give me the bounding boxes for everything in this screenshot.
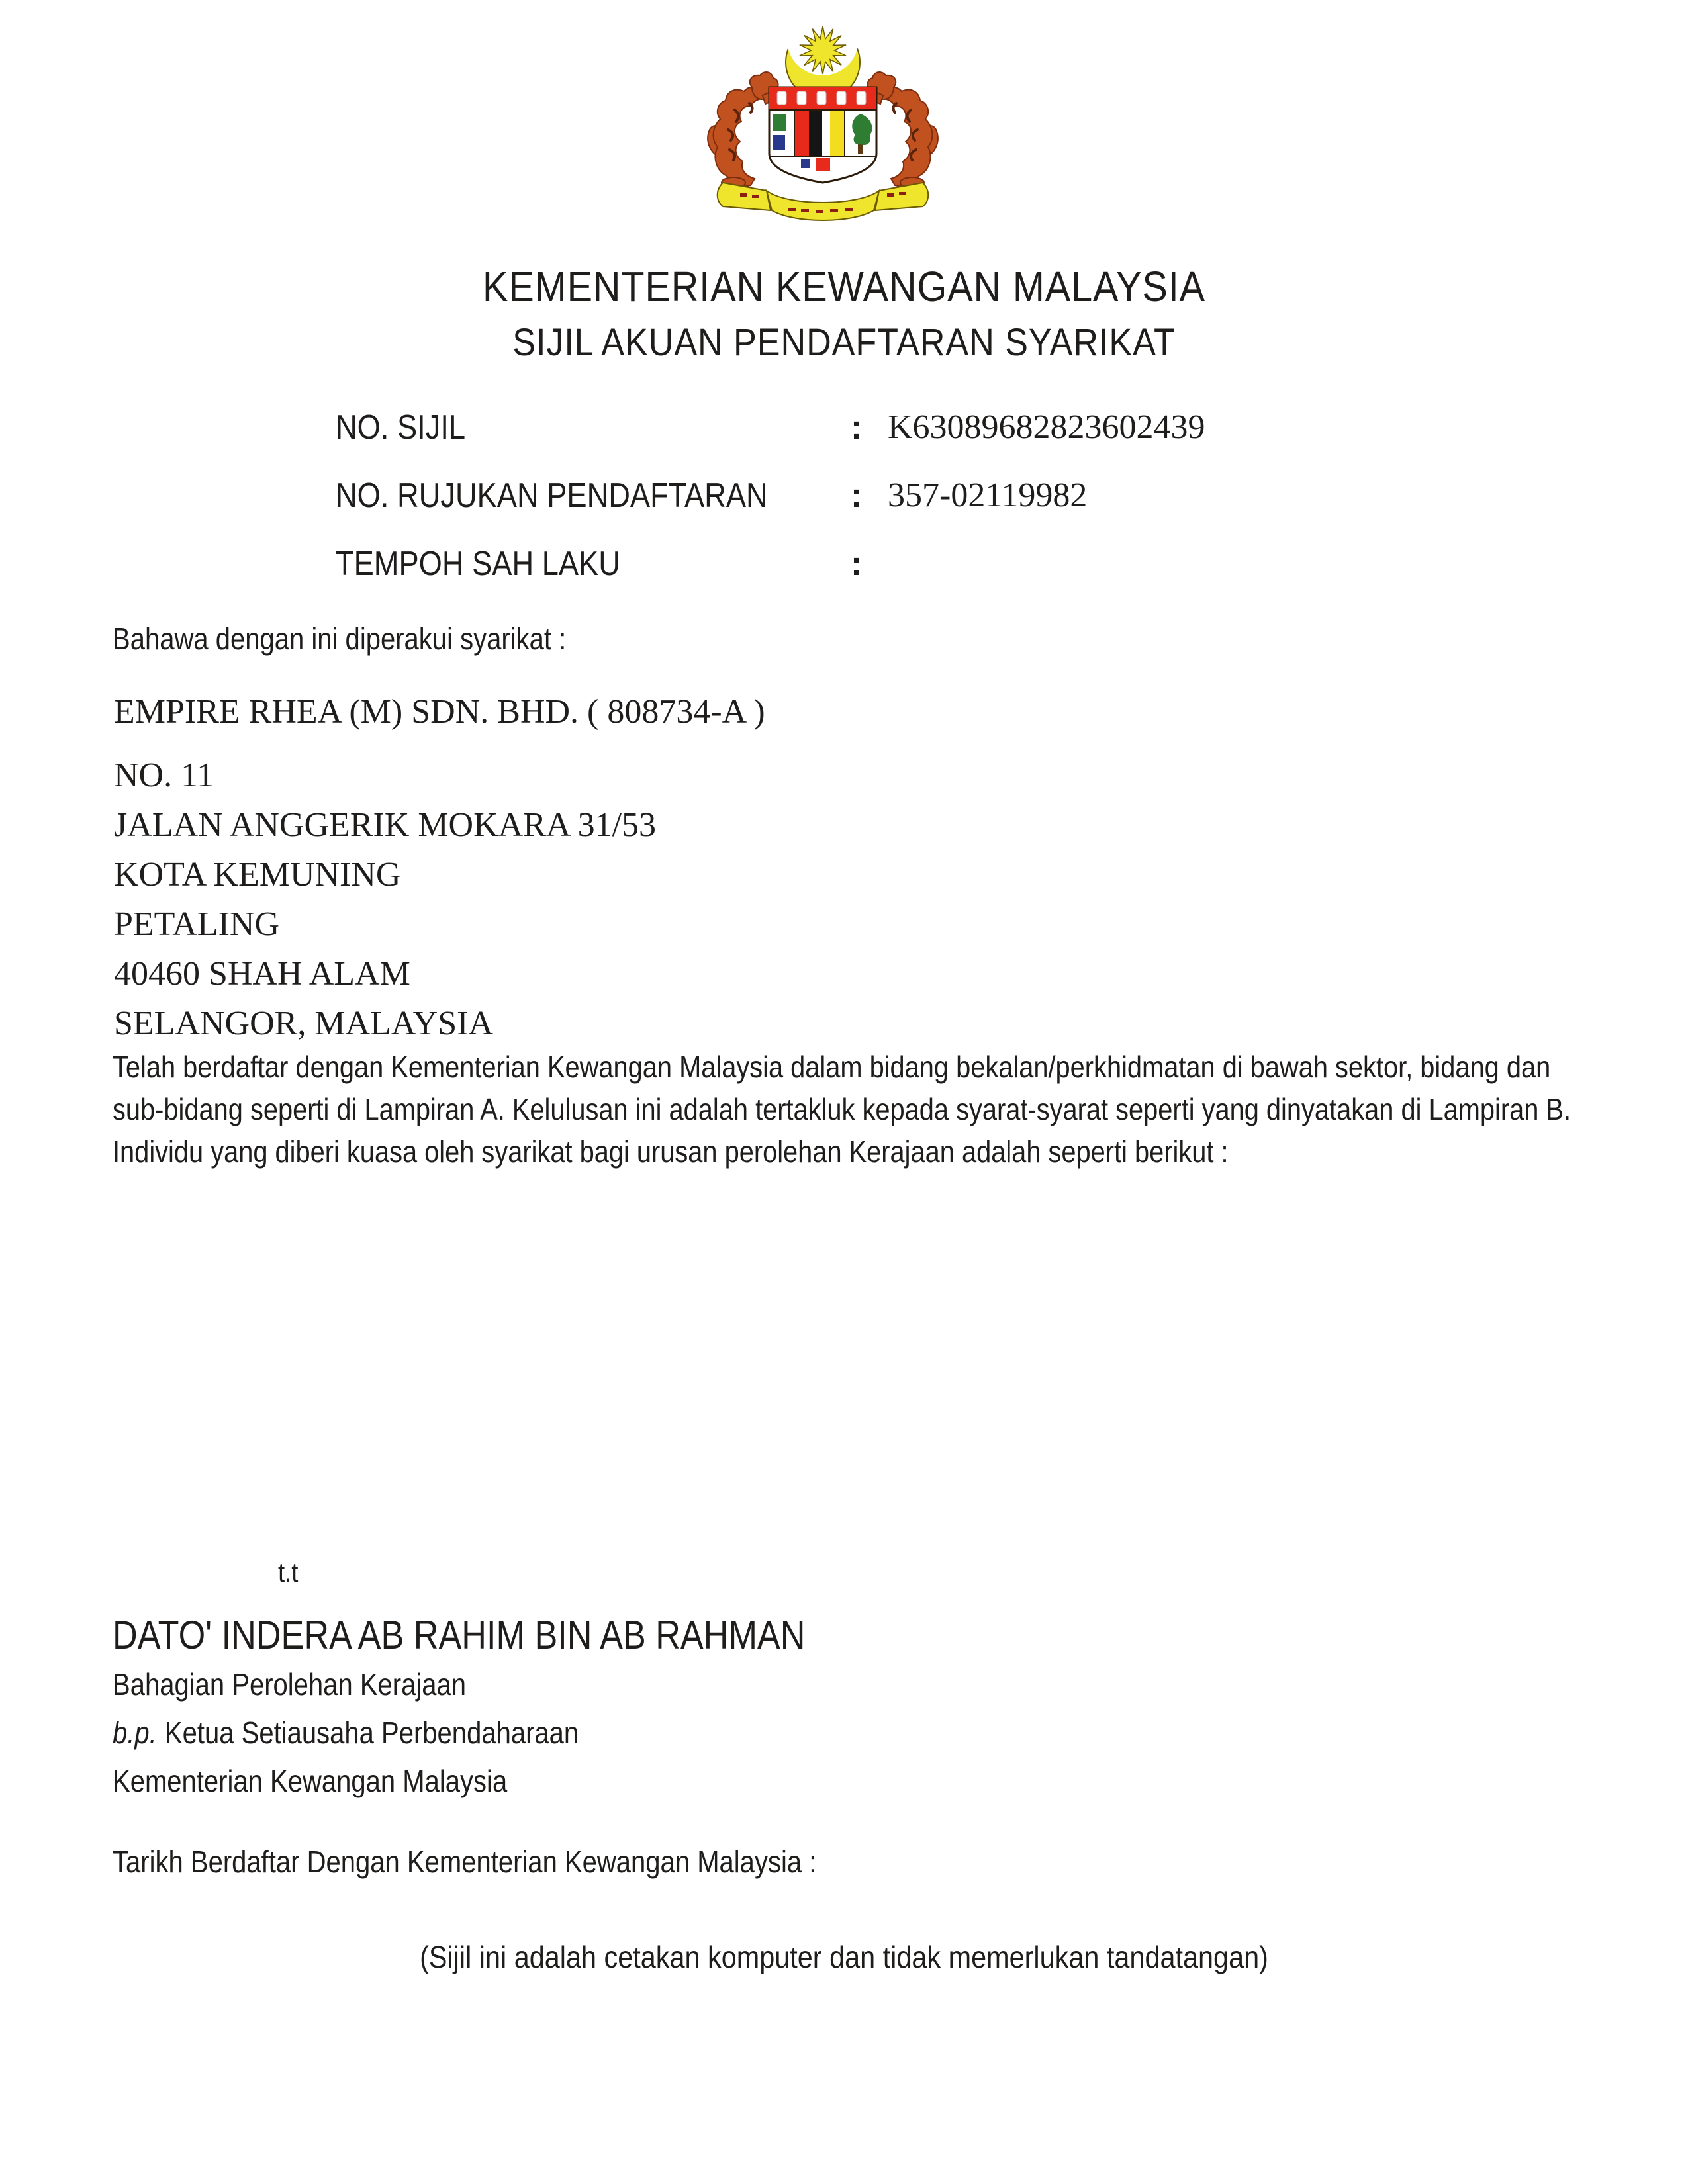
bp-title: Ketua Setiausaha Perbendaharaan — [164, 1715, 579, 1750]
signatory-name: DATO' INDERA AB RAHIM BIN AB RAHMAN — [113, 1613, 806, 1657]
signature-tt: t.t — [278, 1557, 299, 1588]
field-label-no-sijil: NO. SIJIL — [336, 408, 466, 447]
company-name: EMPIRE RHEA (M) SDN. BHD. ( 808734-A ) — [114, 693, 765, 731]
malaysia-coat-of-arms-icon — [688, 17, 957, 232]
declaration-intro: Bahawa dengan ini diperakui syarikat : — [113, 621, 567, 656]
signatory-ministry: Kementerian Kewangan Malaysia — [113, 1764, 508, 1798]
signatory-bp-line — [113, 1715, 579, 1751]
field-row-no-sijil — [336, 408, 1527, 445]
company-address-line: KOTA KEMUNING — [114, 856, 401, 893]
signatory-division: Bahagian Perolehan Kerajaan — [113, 1667, 467, 1702]
field-value-no-sijil: K63089682823602439 — [888, 408, 1205, 446]
certificate-title: SIJIL AKUAN PENDAFTARAN SYARIKAT — [512, 321, 1176, 364]
field-colon: : — [851, 545, 863, 583]
company-address-line: NO. 11 — [114, 756, 214, 794]
body-paragraph: Telah berdaftar dengan Kementerian Kewangan Malaysia dalam bidang bekalan/perkhidmatan di bawah sektor, bidang dan sub-bidang seperti di Lampiran A. Kelulusan ini adalah tertakluk kepada syarat-syarat seperti yang dinyatakan di Lampiran B. Individu yang diberi kuasa oleh syarikat bagi urusan perolehan Kerajaan adalah seperti berikut : — [113, 1050, 1571, 1169]
field-colon: : — [851, 408, 863, 447]
company-address-line: SELANGOR, MALAYSIA — [114, 1005, 494, 1042]
field-label-no-rujukan: NO. RUJUKAN PENDAFTARAN — [336, 477, 768, 515]
field-row-tempoh-sah-laku — [336, 544, 1527, 581]
field-value-no-rujukan: 357-02119982 — [888, 477, 1088, 514]
field-row-no-rujukan — [336, 476, 1527, 513]
company-address-line: 40460 SHAH ALAM — [114, 955, 410, 993]
registration-fields — [336, 408, 1527, 612]
company-address-line: PETALING — [114, 905, 280, 943]
company-address-line: JALAN ANGGERIK MOKARA 31/53 — [114, 806, 657, 844]
footer-note: (Sijil ini adalah cetakan komputer dan tidak memerlukan tandatangan) — [420, 1940, 1268, 1974]
company-address — [114, 751, 656, 1048]
registration-date-label: Tarikh Berdaftar Dengan Kementerian Kewangan Malaysia : — [113, 1844, 817, 1879]
field-label-tempoh-sah-laku: TEMPOH SAH LAKU — [336, 545, 620, 583]
ministry-title: KEMENTERIAN KEWANGAN MALAYSIA — [483, 263, 1205, 310]
field-colon: : — [851, 477, 863, 515]
bp-prefix: b.p. — [113, 1715, 157, 1750]
